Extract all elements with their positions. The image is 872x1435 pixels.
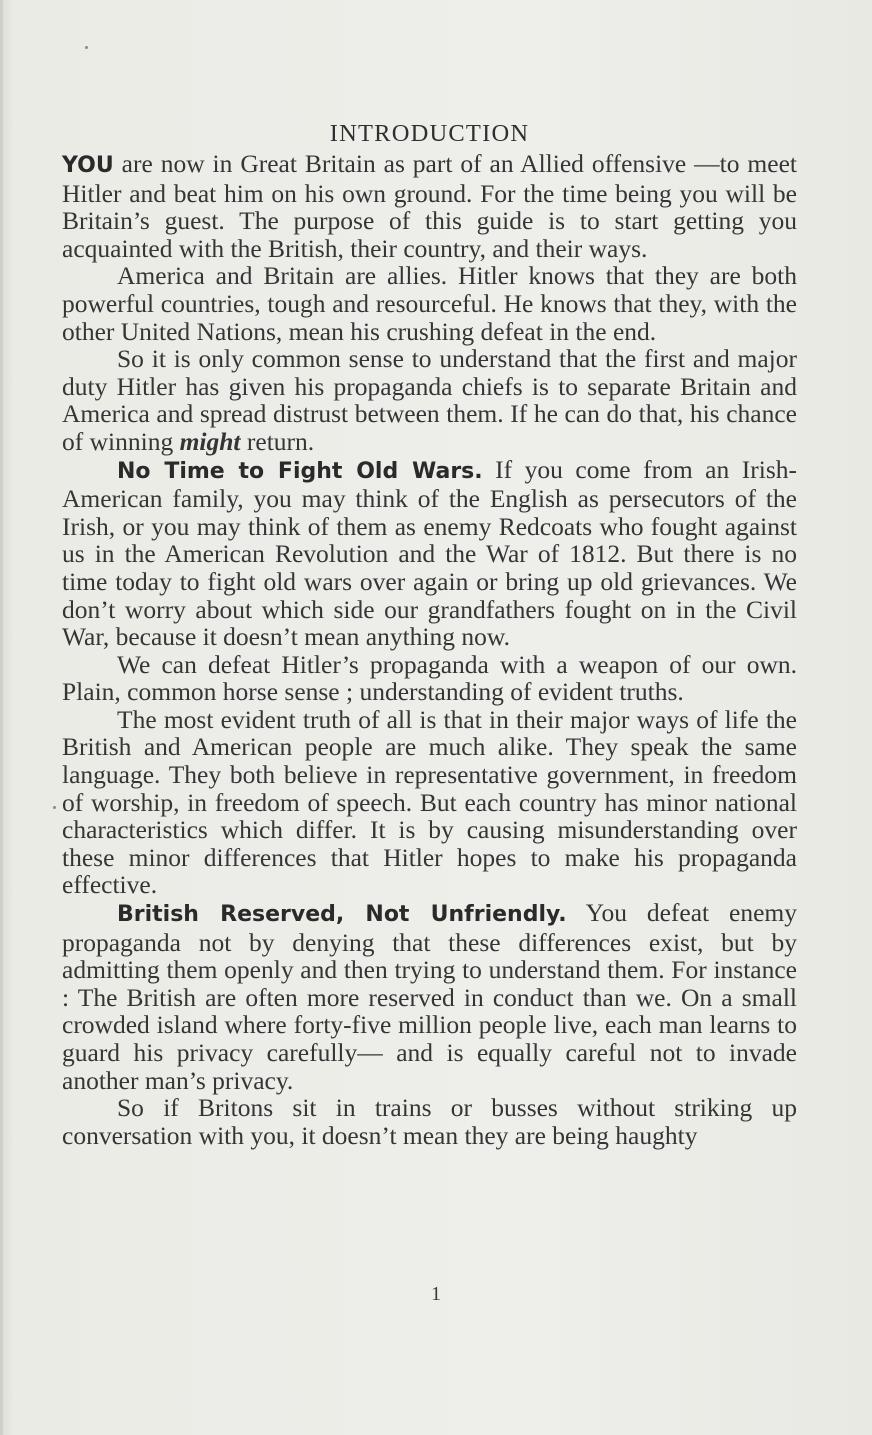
emphasis-word: might <box>179 426 241 456</box>
section-heading-british-reserved: British Reserved, Not Unfriendly. <box>117 902 567 928</box>
paragraph-3-text: So it is only common sense to understand that the first and major duty Hitler has given his propaganda chiefs is to separate Britain and America and spread distrust between them. If he can do that, his chance of winning <box>62 344 797 456</box>
paragraph-7-text: You defeat enemy propaganda not by denying that these differences exist, but by admitting them openly and then trying to understand them. For instance : The British are often more reserved in conduct than we. On a small crowded island where forty-five million people live, each man learns to guard his privacy carefully— and is equally careful not to invade another man’s privacy. <box>62 898 797 1095</box>
paragraph-1-text: are now in Great Britain as part of an Allied offensive —to meet Hitler and beat him on his own ground. For the time being you will be Britain’s guest. The purpose of this guide is to start getting you acquainted with the British, their country, and their ways. <box>62 149 797 263</box>
section-heading-old-wars: No Time to Fight Old Wars. <box>117 458 483 484</box>
page-title: INTRODUCTION <box>329 120 530 147</box>
paragraph-3-end: return. <box>240 426 315 456</box>
paragraph-3 <box>62 345 797 455</box>
page-number: 1 <box>431 1283 441 1305</box>
paragraph-5: We can defeat Hitler’s propaganda with a weapon of our own. Plain, common horse sense ; understanding of evident truths. <box>62 649 797 707</box>
paper-speck <box>53 806 56 809</box>
paragraph-4-text: If you come from an Irish-American family, you may think of the English as persecutors of the Irish, or you may think of them as enemy Redcoats who fought against us in the American Revolution and the War of 1812. But there is no time today to fight old wars over again or bring up old grievances. We don’t worry about which side our grandfathers fought on in the Civil War, because it doesn’t mean anything now. <box>62 454 797 652</box>
paragraph-7 <box>62 899 797 1094</box>
paragraph-6: The most evident truth of all is that in their major ways of life the British and American people are much alike. They speak the same language. They both believe in representative government, in freedom of worship, in freedom of speech. But each country has minor national characteristics which differ. It is by causing misunderstanding over these minor differences that Hitler hopes to make his propaganda effective. <box>62 704 797 900</box>
page-edge <box>0 0 3 1435</box>
paragraph-4 <box>62 456 797 651</box>
paragraph-1 <box>62 150 797 262</box>
opening-word: YOU <box>62 153 114 178</box>
paper-speck <box>85 46 88 49</box>
page-text <box>62 120 797 1149</box>
paragraph-2: America and Britain are allies. Hitler knows that they are both powerful countries, tough and resourceful. He knows that they, with the other United Nations, mean his crushing defeat in the end. <box>62 261 797 346</box>
paragraph-8: So if Britons sit in trains or busses without striking up conversation with you, it doesn’t mean they are being haughty <box>62 1093 797 1150</box>
